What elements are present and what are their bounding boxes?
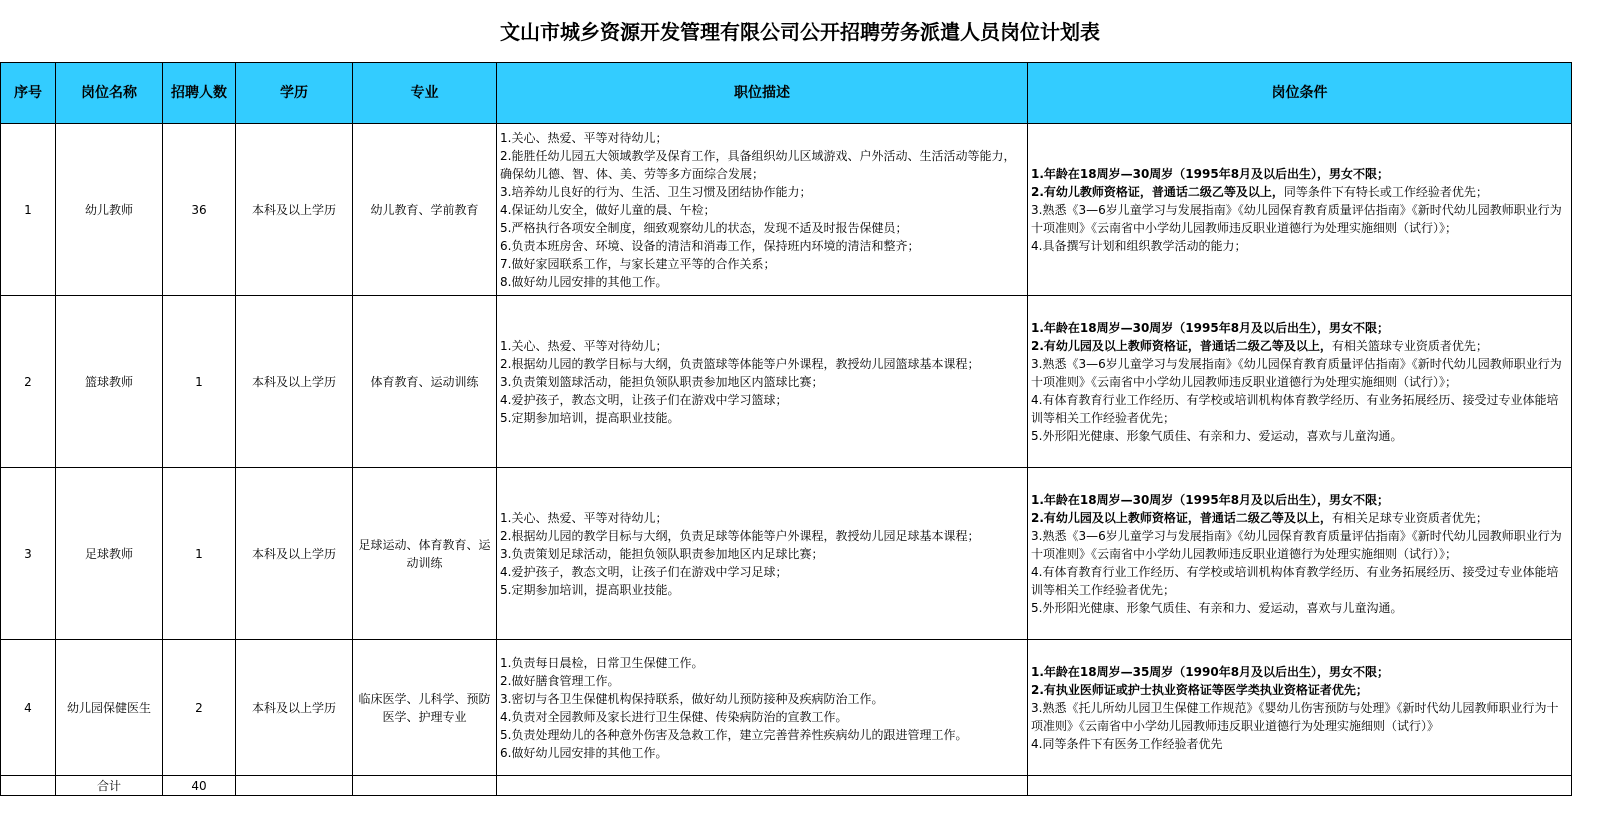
description-line: 5.负责处理幼儿的各种意外伤害及急救工作，建立完善营养性疾病幼儿的跟进管理工作。	[500, 727, 968, 742]
description-line: 5.严格执行各项安全制度，细致观察幼儿的状态，发现不适及时报告保健员；	[500, 220, 908, 235]
requirement-line	[1031, 599, 1568, 617]
description-line: 4.负责对全园教师及家长进行卫生保健、传染病防治的宣教工作。	[500, 709, 848, 724]
description-line: 1.负责每日晨检，日常卫生保健工作。	[500, 655, 704, 670]
total-label: 合计	[56, 776, 163, 796]
total-empty-cell	[497, 776, 1028, 796]
cell-education: 本科及以上学历	[236, 640, 353, 776]
total-empty-cell	[1028, 776, 1572, 796]
requirement-text: 4.有体育教育行业工作经历、有学校或培训机构体育教学经历、有业务拓展经历、接受过专业体能培训等相关工作经验者优先；	[1031, 564, 1559, 597]
requirement-text: 3.熟悉《托儿所幼儿园卫生保健工作规范》《婴幼儿伤害预防与处理》《新时代幼儿园教师职业行为十项准则》《云南省中小学幼儿园教师违反职业道德行为处理实施细则（试行）》	[1031, 700, 1559, 733]
description-line: 1.关心、热爱、平等对待幼儿；	[500, 130, 668, 145]
description-line: 2.根据幼儿园的教学目标与大纲，负责篮球等体能等户外课程，教授幼儿园篮球基本课程；	[500, 356, 980, 371]
header-count: 招聘人数	[163, 63, 236, 124]
cell-position-name: 篮球教师	[56, 296, 163, 468]
requirement-bold-text: 1.年龄在18周岁—35周岁（1990年8月及以后出生），男女不限；	[1031, 664, 1390, 679]
header-edu: 学历	[236, 63, 353, 124]
cell-seq: 2	[1, 296, 56, 468]
cell-job-description	[497, 640, 1028, 776]
requirement-text: 3.熟悉《3—6岁儿童学习与发展指南》《幼儿园保育教育质量评估指南》《新时代幼儿园教师职业行为十项准则》《云南省中小学幼儿园教师违反职业道德行为处理实施细则（试行）》；	[1031, 202, 1562, 235]
description-line: 3.密切与各卫生保健机构保持联系，做好幼儿预防接种及疾病防治工作。	[500, 691, 884, 706]
requirement-text: 3.熟悉《3—6岁儿童学习与发展指南》《幼儿园保育教育质量评估指南》《新时代幼儿园教师职业行为十项准则》《云南省中小学幼儿园教师违反职业道德行为处理实施细则（试行）》；	[1031, 528, 1562, 561]
requirement-bold-text: 2.有幼儿教师资格证，普通话二级乙等及以上，	[1031, 184, 1284, 199]
description-line: 5.定期参加培训，提高职业技能。	[500, 582, 680, 597]
cell-position-name: 幼儿园保健医生	[56, 640, 163, 776]
total-row	[1, 776, 1572, 796]
header-major: 专业	[353, 63, 497, 124]
requirement-line	[1031, 183, 1568, 201]
requirement-line	[1031, 201, 1568, 237]
cell-education: 本科及以上学历	[236, 124, 353, 296]
cell-major: 幼儿教育、学前教育	[353, 124, 497, 296]
requirement-text: 4.同等条件下有医务工作经验者优先	[1031, 736, 1223, 751]
requirement-text: 4.具备撰写计划和组织教学活动的能力；	[1031, 238, 1247, 253]
requirement-bold-text: 2.有幼儿园及以上教师资格证，普通话二级乙等及以上，	[1031, 510, 1332, 525]
description-line: 1.关心、热爱、平等对待幼儿；	[500, 338, 668, 353]
description-line: 2.能胜任幼儿园五大领域教学及保育工作，具备组织幼儿区域游戏、户外活动、生活活动等能力，确保幼儿德、智、体、美、劳等多方面综合发展；	[500, 148, 1016, 181]
cell-education: 本科及以上学历	[236, 468, 353, 640]
cell-job-description	[497, 468, 1028, 640]
requirement-line	[1031, 563, 1568, 599]
cell-job-description	[497, 124, 1028, 296]
requirement-text: 5.外形阳光健康、形象气质佳、有亲和力、爱运动，喜欢与儿童沟通。	[1031, 428, 1403, 443]
requirement-bold-text: 1.年龄在18周岁—30周岁（1995年8月及以后出生），男女不限；	[1031, 320, 1390, 335]
requirement-line	[1031, 355, 1568, 391]
total-empty-cell	[236, 776, 353, 796]
cell-education: 本科及以上学历	[236, 296, 353, 468]
cell-seq: 1	[1, 124, 56, 296]
cell-requirements	[1028, 468, 1572, 640]
cell-requirements	[1028, 640, 1572, 776]
requirement-bold-text: 1.年龄在18周岁—30周岁（1995年8月及以后出生），男女不限；	[1031, 492, 1390, 507]
requirement-line	[1031, 319, 1568, 337]
cell-count: 36	[163, 124, 236, 296]
requirement-line	[1031, 699, 1568, 735]
requirement-text: 3.熟悉《3—6岁儿童学习与发展指南》《幼儿园保育教育质量评估指南》《新时代幼儿园教师职业行为十项准则》《云南省中小学幼儿园教师违反职业道德行为处理实施细则（试行）》；	[1031, 356, 1562, 389]
requirement-line	[1031, 527, 1568, 563]
table-row	[1, 468, 1572, 640]
description-line: 4.爱护孩子，教态文明，让孩子们在游戏中学习篮球；	[500, 392, 788, 407]
description-line: 5.定期参加培训，提高职业技能。	[500, 410, 680, 425]
requirement-bold-text: 1.年龄在18周岁—30周岁（1995年8月及以后出生），男女不限；	[1031, 166, 1390, 181]
cell-major: 临床医学、儿科学、预防医学、护理专业	[353, 640, 497, 776]
description-line: 3.培养幼儿良好的行为、生活、卫生习惯及团结协作能力；	[500, 184, 812, 199]
description-line: 3.负责策划足球活动，能担负领队职责参加地区内足球比赛；	[500, 546, 824, 561]
description-line: 1.关心、热爱、平等对待幼儿；	[500, 510, 668, 525]
requirement-text: 同等条件下有特长或工作经验者优先；	[1283, 184, 1488, 199]
cell-seq: 3	[1, 468, 56, 640]
requirement-line	[1031, 491, 1568, 509]
requirement-line	[1031, 337, 1568, 355]
cell-count: 1	[163, 296, 236, 468]
requirement-line	[1031, 735, 1568, 753]
description-line: 6.负责本班房舍、环境、设备的清洁和消毒工作，保持班内环境的清洁和整齐；	[500, 238, 920, 253]
description-line: 6.做好幼儿园安排的其他工作。	[500, 745, 668, 760]
page-title: 文山市城乡资源开发管理有限公司公开招聘劳务派遣人员岗位计划表	[500, 20, 1100, 44]
requirement-line	[1031, 427, 1568, 445]
requirement-line	[1031, 663, 1568, 681]
table-row	[1, 124, 1572, 296]
requirement-text: 5.外形阳光健康、形象气质佳、有亲和力、爱运动，喜欢与儿童沟通。	[1031, 600, 1403, 615]
requirement-text: 4.有体育教育行业工作经历、有学校或培训机构体育教学经历、有业务拓展经历、接受过专业体能培训等相关工作经验者优先；	[1031, 392, 1559, 425]
header-cond: 岗位条件	[1028, 63, 1572, 124]
header-desc: 职位描述	[497, 63, 1028, 124]
cell-count: 2	[163, 640, 236, 776]
description-line: 3.负责策划篮球活动，能担负领队职责参加地区内篮球比赛；	[500, 374, 824, 389]
requirement-line	[1031, 391, 1568, 427]
requirement-line	[1031, 509, 1568, 527]
cell-position-name: 足球教师	[56, 468, 163, 640]
total-empty-cell	[353, 776, 497, 796]
requirement-text: 有相关篮球专业资质者优先；	[1331, 338, 1488, 353]
cell-major: 体育教育、运动训练	[353, 296, 497, 468]
cell-requirements	[1028, 124, 1572, 296]
description-line: 2.根据幼儿园的教学目标与大纲，负责足球等体能等户外课程，教授幼儿园足球基本课程；	[500, 528, 980, 543]
description-line: 2.做好膳食管理工作。	[500, 673, 620, 688]
header-name: 岗位名称	[56, 63, 163, 124]
requirement-bold-text: 2.有幼儿园及以上教师资格证，普通话二级乙等及以上，	[1031, 338, 1332, 353]
total-count: 40	[163, 776, 236, 796]
header-seq: 序号	[1, 63, 56, 124]
total-empty-cell	[1, 776, 56, 796]
cell-seq: 4	[1, 640, 56, 776]
description-line: 8.做好幼儿园安排的其他工作。	[500, 274, 668, 289]
requirement-text: 有相关足球专业资质者优先；	[1331, 510, 1488, 525]
requirement-line	[1031, 681, 1568, 699]
cell-major: 足球运动、体育教育、运动训练	[353, 468, 497, 640]
table-row	[1, 640, 1572, 776]
description-line: 7.做好家园联系工作，与家长建立平等的合作关系；	[500, 256, 776, 271]
cell-count: 1	[163, 468, 236, 640]
cell-requirements	[1028, 296, 1572, 468]
header-row	[1, 63, 1572, 124]
requirement-line	[1031, 237, 1568, 255]
requirement-line	[1031, 165, 1568, 183]
requirement-bold-text: 2.有执业医师证或护士执业资格证等医学类执业资格证者优先；	[1031, 682, 1368, 697]
job-plan-table	[0, 62, 1572, 796]
description-line: 4.保证幼儿安全，做好儿童的晨、午检；	[500, 202, 716, 217]
cell-position-name: 幼儿教师	[56, 124, 163, 296]
table-row	[1, 296, 1572, 468]
description-line: 4.爱护孩子，教态文明，让孩子们在游戏中学习足球；	[500, 564, 788, 579]
cell-job-description	[497, 296, 1028, 468]
